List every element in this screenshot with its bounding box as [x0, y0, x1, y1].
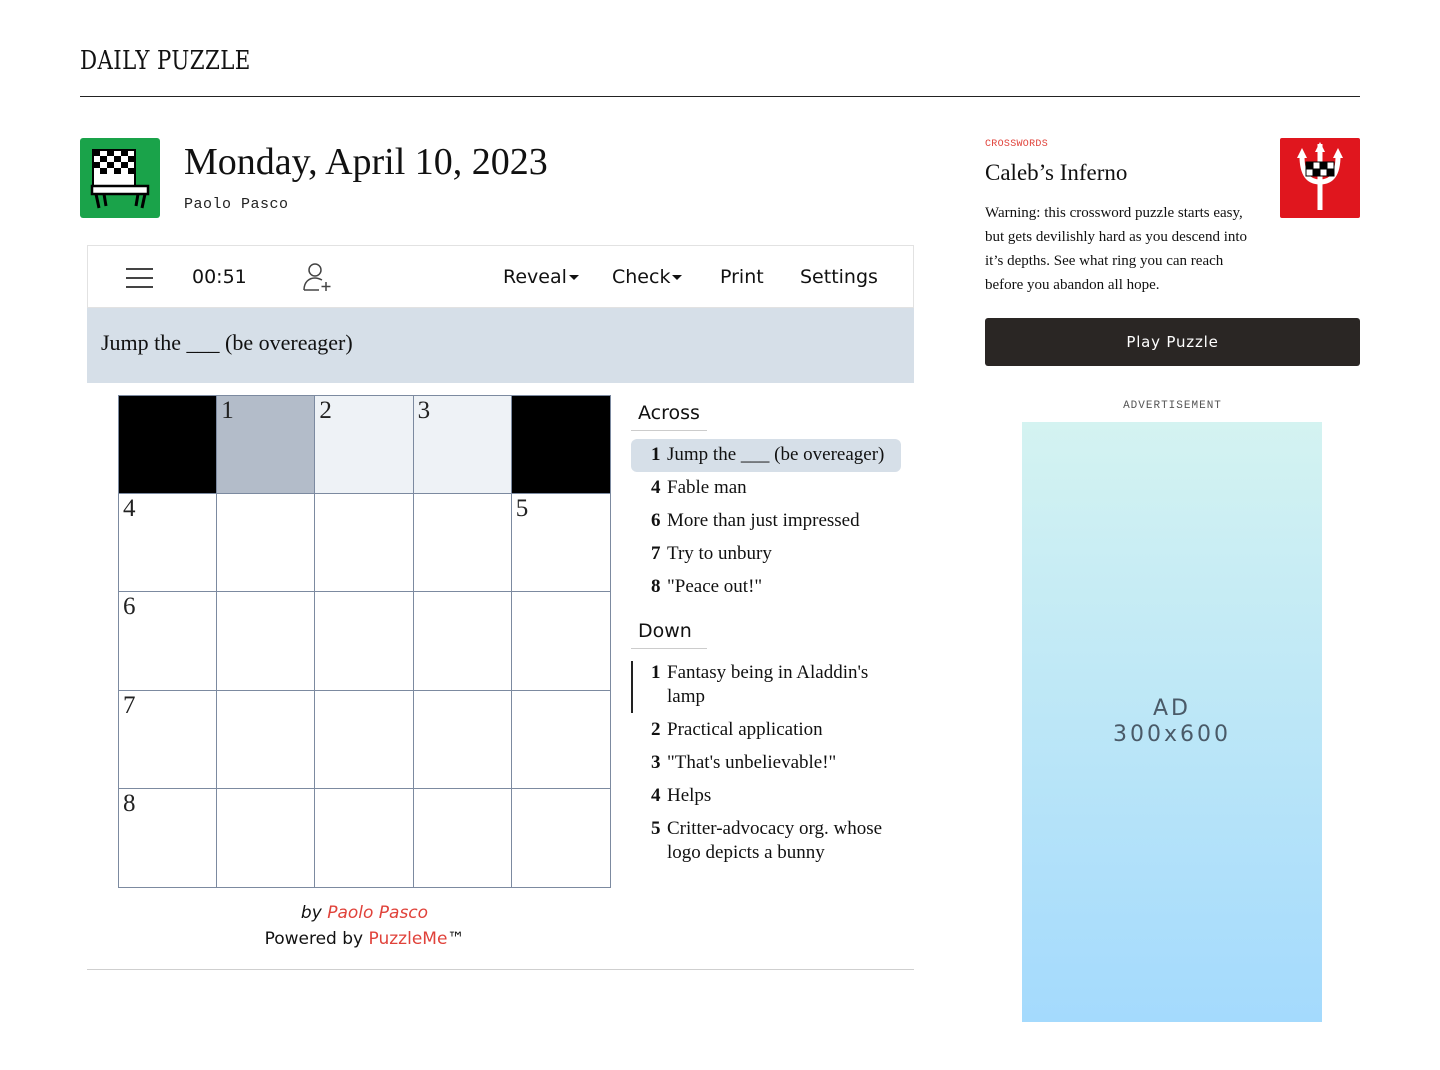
down-clue-item[interactable]	[631, 657, 901, 714]
reveal-menu-button[interactable]	[503, 266, 579, 288]
grid-cell-black	[119, 396, 217, 494]
cell-number: 4	[123, 495, 136, 523]
across-clue-item[interactable]	[631, 472, 901, 505]
grid-cell[interactable]	[414, 494, 512, 592]
clue-number: 8	[651, 576, 661, 597]
clue-number: 3	[651, 752, 661, 773]
down-clue-list	[631, 657, 901, 870]
grid-cell[interactable]	[512, 592, 610, 690]
site-title[interactable]: DAILY PUZZLE	[80, 46, 251, 76]
grid-cell[interactable]	[119, 789, 217, 887]
crossword-chair-icon	[80, 138, 160, 218]
crossword-grid	[118, 395, 611, 888]
advertisement-label: ADVERTISEMENT	[1123, 400, 1222, 412]
settings-button[interactable]: Settings	[800, 266, 878, 288]
ad-line-1: AD	[1152, 696, 1191, 721]
cell-number: 7	[123, 691, 136, 719]
clue-number: 4	[651, 477, 661, 498]
grid-cell-black	[512, 396, 610, 494]
caret-down-icon	[672, 275, 682, 280]
clue-text: Fantasy being in Aladdin's lamp	[667, 662, 869, 707]
puzzle-toolbar	[87, 245, 914, 308]
cell-number: 6	[123, 593, 136, 621]
clue-lists	[631, 400, 901, 870]
clue-number: 7	[651, 543, 661, 564]
header-divider	[80, 96, 1360, 97]
reveal-label: Reveal	[503, 266, 567, 288]
byline-by: by	[300, 903, 322, 923]
clue-number: 4	[651, 785, 661, 806]
grid-cell[interactable]	[414, 789, 512, 887]
clue-number: 6	[651, 510, 661, 531]
across-heading: Across	[631, 400, 707, 431]
puzzle-byline	[87, 900, 642, 952]
grid-cell[interactable]	[315, 691, 413, 789]
grid-cell[interactable]	[119, 494, 217, 592]
clue-number: 5	[651, 818, 661, 839]
grid-cell[interactable]	[315, 592, 413, 690]
clue-number: 1	[651, 444, 661, 465]
across-clue-list	[631, 439, 901, 604]
clue-text: Try to unbury	[667, 543, 772, 564]
grid-cell[interactable]	[315, 494, 413, 592]
grid-cell[interactable]	[512, 691, 610, 789]
across-clue-item[interactable]	[631, 571, 901, 604]
puzzle-date: Monday, April 10, 2023	[184, 141, 548, 183]
puzzle-author: Paolo Pasco	[184, 196, 289, 213]
grid-cell[interactable]	[414, 592, 512, 690]
across-clue-item[interactable]	[631, 538, 901, 571]
powered-by-text: Powered by	[264, 929, 364, 949]
clue-text: Jump the ___ (be overeager)	[667, 444, 885, 465]
clue-number: 2	[651, 719, 661, 740]
caret-down-icon	[569, 275, 579, 280]
grid-cell[interactable]	[315, 396, 413, 494]
check-menu-button[interactable]	[612, 266, 682, 288]
across-clue-item[interactable]	[631, 439, 901, 472]
clue-text: Critter-advocacy org. whose logo depicts a bunny	[667, 818, 883, 863]
trademark-symbol: ™	[447, 929, 465, 949]
current-clue-bar	[87, 308, 914, 383]
bottom-divider	[87, 969, 914, 970]
add-user-icon[interactable]	[302, 262, 334, 292]
ad-line-2: 300x600	[1112, 722, 1231, 747]
cell-number: 5	[515, 495, 529, 523]
puzzleme-link[interactable]: PuzzleMe	[368, 929, 448, 949]
grid-cell[interactable]	[512, 789, 610, 887]
sidebar-puzzle-title[interactable]: Caleb’s Inferno	[985, 160, 1128, 185]
clue-text: Practical application	[667, 719, 823, 740]
cell-number: 3	[417, 397, 431, 424]
sidebar-puzzle-description: Warning: this crossword puzzle starts easy, but gets devilishly hard as you descend into it’s depths. See what ring you can reach before you abandon all hope.	[985, 205, 1248, 293]
clue-text: Helps	[667, 785, 712, 806]
author-link[interactable]: Paolo Pasco	[327, 903, 429, 923]
timer[interactable]: 00:51	[192, 266, 247, 288]
menu-icon[interactable]	[126, 267, 154, 289]
grid-cell[interactable]	[217, 592, 315, 690]
sidebar-category[interactable]: CROSSWORDS	[985, 139, 1049, 150]
cell-number: 8	[123, 789, 136, 817]
grid-cell[interactable]	[119, 592, 217, 690]
cell-number: 1	[221, 397, 234, 424]
across-clue-item[interactable]	[631, 505, 901, 538]
grid-cell[interactable]	[414, 691, 512, 789]
clue-number: 1	[651, 662, 661, 683]
grid-cell[interactable]	[217, 691, 315, 789]
play-puzzle-button[interactable]: Play Puzzle	[985, 318, 1360, 366]
cell-number: 2	[319, 397, 332, 424]
print-button[interactable]: Print	[720, 266, 764, 288]
clue-text: Fable man	[667, 477, 747, 498]
down-heading: Down	[631, 618, 707, 649]
clue-text: "Peace out!"	[667, 576, 763, 597]
down-clue-item[interactable]	[631, 813, 901, 870]
clue-text: "That's unbelievable!"	[667, 752, 837, 773]
grid-cell[interactable]	[217, 789, 315, 887]
down-clue-item[interactable]	[631, 714, 901, 747]
grid-cell[interactable]	[512, 494, 610, 592]
current-clue-text: Jump the ___ (be overeager)	[101, 330, 353, 355]
pitchfork-crossword-icon[interactable]	[1280, 138, 1360, 218]
grid-cell[interactable]	[315, 789, 413, 887]
grid-cell[interactable]	[119, 691, 217, 789]
grid-cell[interactable]	[217, 494, 315, 592]
ad-placeholder[interactable]	[1022, 422, 1322, 1022]
down-clue-item[interactable]	[631, 747, 901, 780]
grid-cell[interactable]	[414, 396, 512, 494]
down-clue-item[interactable]	[631, 780, 901, 813]
grid-cell[interactable]	[217, 396, 315, 494]
check-label: Check	[612, 266, 671, 288]
clue-text: More than just impressed	[667, 510, 860, 531]
